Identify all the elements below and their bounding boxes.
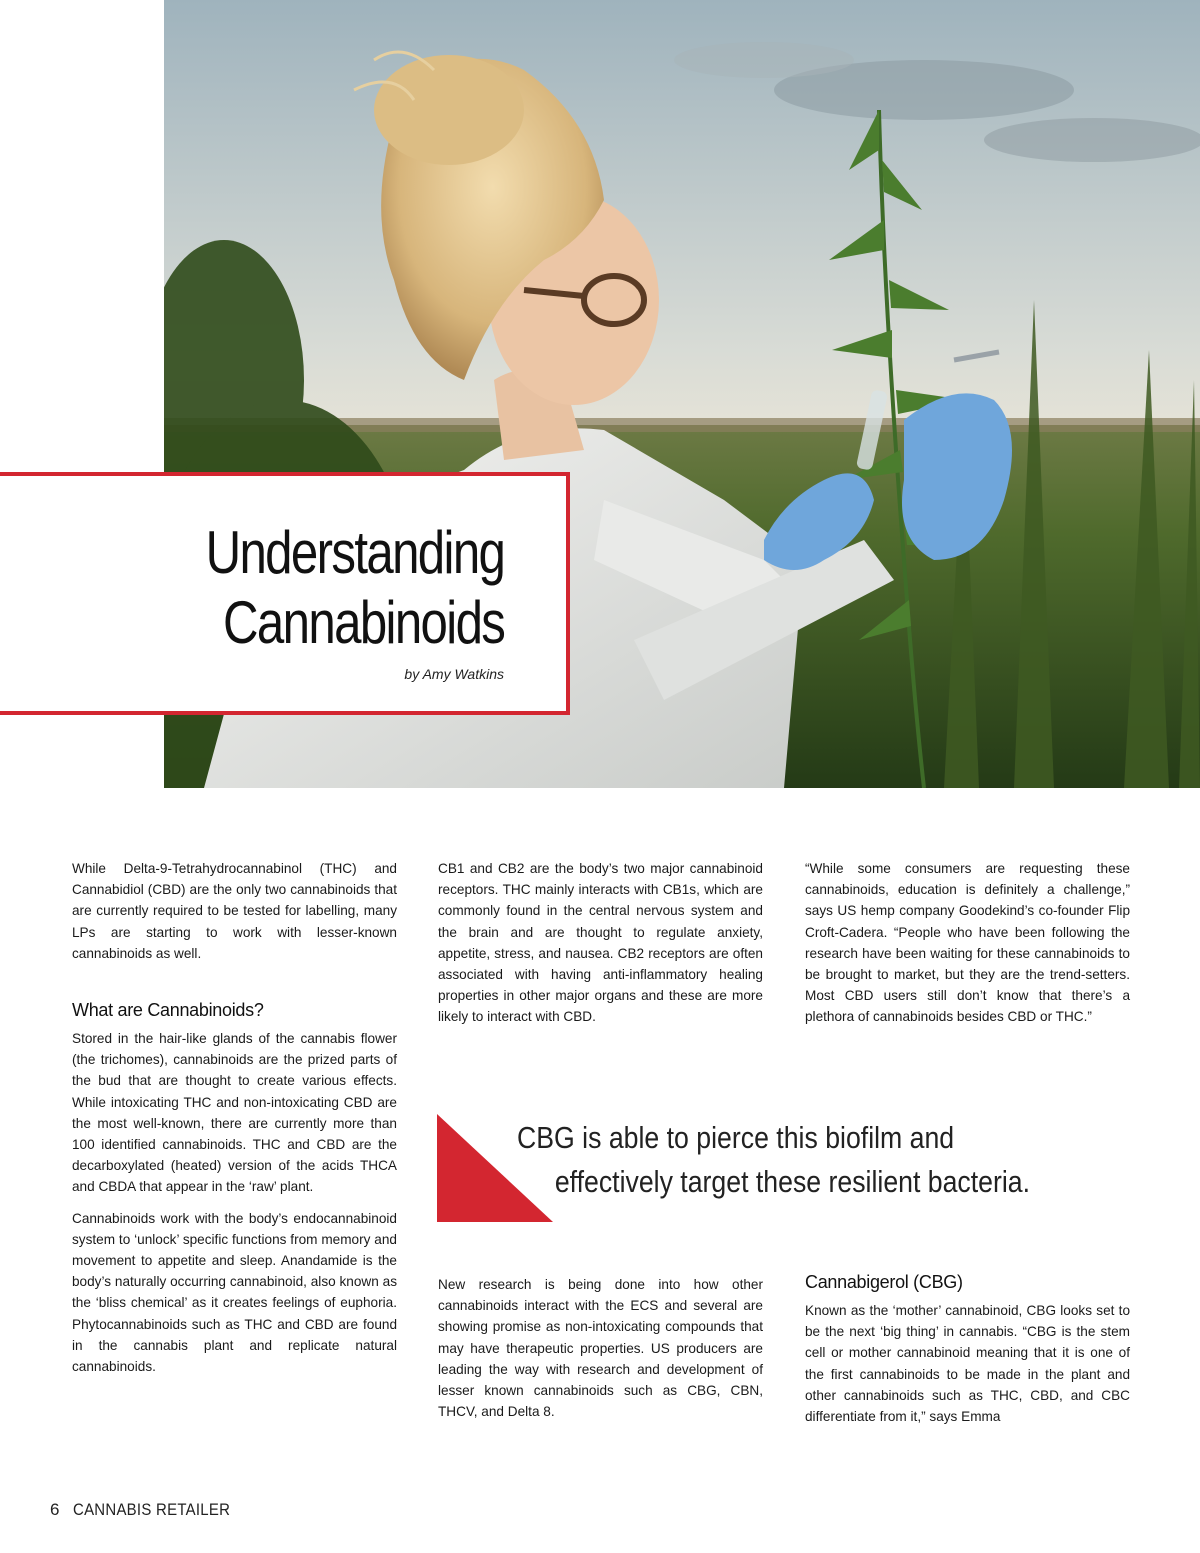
column-3-lower	[805, 1270, 1130, 1437]
section-heading-cbg: Cannabigerol (CBG)	[805, 1272, 963, 1292]
publication-name: CANNABIS RETAILER	[73, 1500, 231, 1519]
title-line-2: Cannabinoids	[222, 589, 504, 656]
intro-paragraph: While Delta-9-Tetrahydrocannabinol (THC) and Cannabidiol (CBD) are the only two cannabinoids that are currently required to be tested for labelling, many LPs are starting to work with lesser-known cannabinoids as well.	[72, 861, 397, 961]
title-line-1: Understanding	[205, 519, 504, 586]
article-title	[205, 518, 504, 658]
byline: by Amy Watkins	[404, 666, 504, 682]
pull-quote	[437, 1106, 1157, 1224]
pull-quote-line-1: CBG is able to pierce this biofilm and	[517, 1120, 955, 1155]
paragraph: CB1 and CB2 are the body’s two major cannabinoid receptors. THC mainly interacts with CB1s, which are commonly found in the central nervous system and the brain and are thought to regulate anxiety, appetite, stress, and nausea. CB2 receptors are often associated with having anti-inflammatory healing properties in other major organs and these are more likely to interact with CBD.	[438, 861, 763, 1025]
article-title-box	[0, 472, 570, 715]
paragraph: Known as the ‘mother’ cannabinoid, CBG looks set to be the next ‘big thing’ in cannabis. “CBG is the stem cell or mother cannabinoid meaning that it is one of the first cannabinoids to be made in the plant and other cannabinoids such as THC, CBD, and CBC differentiate from it,” says Emma	[805, 1303, 1130, 1425]
page-number: 6	[50, 1500, 60, 1519]
paragraph: Cannabinoids work with the body’s endocannabinoid system to ‘unlock’ specific functions from memory and movement to appetite and sleep. Anandamide is the body’s naturally occurring cannabinoid, also known as the ‘bliss chemical’ as it creates feelings of euphoria. Phytocannabinoids such as THC and CBD are found in the cannabis plant and replicate natural cannabinoids.	[72, 1210, 397, 1375]
page-footer	[50, 1500, 252, 1520]
quote-paragraph: “While some consumers are requesting these cannabinoids, education is definitely a challenge,” says US hemp company Goodekind’s co-founder Flip Croft-Cadera. “People who have been following the research have been waiting for these cannabinoids to be brought to market, but they are the trend-setters. Most CBD users still don’t know that there’s a plethora of cannabinoids besides CBD or THC.”	[805, 861, 1130, 1025]
column-2	[438, 858, 763, 1038]
column-1	[72, 858, 397, 1387]
column-2-lower	[438, 1274, 763, 1432]
pull-quote-line-2: effectively target these resilient bacteria.	[554, 1164, 1031, 1199]
paragraph: New research is being done into how other cannabinoids interact with the ECS and several are showing promise as non-intoxicating compounds that may have therapeutic properties. US producers are leading the way with research and development of lesser known cannabinoids such as CBG, CBN, THCV, and Delta 8.	[438, 1277, 763, 1420]
column-3	[805, 858, 1130, 1038]
section-heading-what-are-cannabinoids: What are Cannabinoids?	[72, 1000, 264, 1021]
paragraph: Stored in the hair-like glands of the cannabis flower (the trichomes), cannabinoids are the prized parts of the bud that are thought to create various effects. While intoxicating THC and non-intoxicating CBD are the most well-known, there are currently more than 100 identified cannabinoids. THC and CBD are the decarboxylated (heated) version of the acids THCA and CBDA that appear in the ‘raw’ plant.	[72, 1031, 397, 1195]
